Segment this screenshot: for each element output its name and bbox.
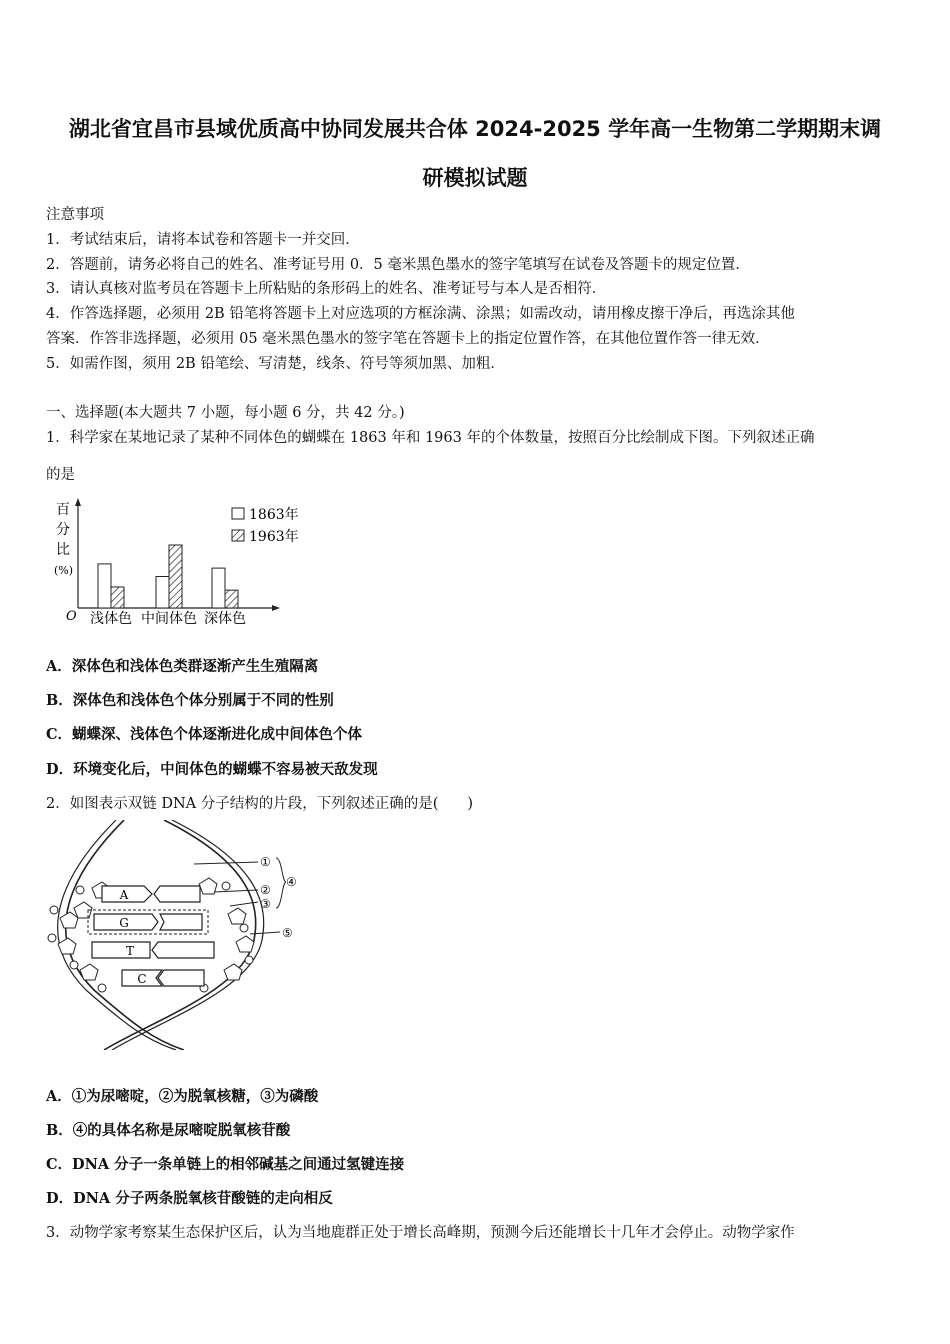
q1-option-b[interactable]: B．深体色和浅体色个体分别属于不同的性别	[46, 692, 334, 709]
q1-option-d[interactable]: D．环境变化后，中间体色的蝴蝶不容易被天敌发现	[46, 761, 378, 778]
y-axis-arrow	[75, 498, 81, 506]
bar-1863-0	[98, 564, 111, 608]
base-label-c: C	[137, 972, 147, 986]
q2-option-a[interactable]: A．①为尿嘧啶，②为脱氧核糖，③为磷酸	[46, 1088, 319, 1105]
base-pair-g	[94, 914, 202, 930]
legend-label-1: 1963年	[249, 529, 299, 545]
label-1: ①	[260, 855, 271, 869]
q3-stem-line1: 3．动物学家考察某生态保护区后，认为当地鹿群正处于增长高峰期，预测今后还能增长十几年才会停止。动物学家作	[46, 1225, 795, 1241]
bar-1863-2	[212, 568, 225, 608]
bar-1963-0	[111, 587, 124, 608]
base-label-a: A	[119, 888, 129, 902]
q1-stem-line2: 的是	[46, 467, 75, 483]
origin-label: O	[66, 609, 77, 624]
section-1-heading: 一、选择题(本大题共 7 小题，每小题 6 分，共 42 分。)	[46, 405, 405, 421]
notice-item-3: 3．请认真核对监考员在答题卡上所粘贴的条形码上的姓名、准考证号与本人是否相符．	[46, 281, 607, 297]
x-tick-label: 深体色	[204, 611, 246, 627]
label-4: ④	[286, 875, 297, 889]
base-pair-t	[92, 942, 214, 958]
exam-title-line2: 研模拟试题	[422, 166, 528, 190]
x-axis-arrow	[272, 605, 280, 611]
bar-1963-2	[225, 590, 238, 608]
q2-option-b[interactable]: B．④的具体名称是尿嘧啶脱氧核苷酸	[46, 1122, 291, 1139]
notice-item-5: 5．如需作图，须用 2B 铅笔绘、写清楚，线条、符号等须加黑、加粗．	[46, 356, 505, 372]
notice-item-4-cont: 答案．作答非选择题，必须用 05 毫米黑色墨水的签字笔在答题卡上的指定位置作答，在其他位置作答一律无效．	[46, 331, 770, 347]
dna-strand-left-inner	[58, 820, 176, 1050]
notice-item-2: 2．答题前，请务必将自己的姓名、准考证号用 0．5 毫米黑色墨水的签字笔填写在试卷及答题卡的规定位置．	[46, 257, 750, 273]
y-axis-label-char: 比	[56, 542, 70, 558]
x-tick-label: 浅体色	[90, 611, 132, 627]
q2-dna-diagram	[44, 820, 314, 1050]
label-4-brace	[276, 858, 286, 908]
q1-stem-line1: 1．科学家在某地记录了某种不同体色的蝴蝶在 1863 年和 1963 年的个体数量，按照百分比绘制成下图。下列叙述正确	[46, 430, 815, 446]
notice-item-1: 1．考试结束后，请将本试卷和答题卡一并交回．	[46, 232, 360, 248]
legend-swatch-1	[232, 530, 244, 541]
base-label-g: G	[119, 916, 129, 930]
bar-1963-1	[169, 545, 182, 608]
q2-option-d[interactable]: D．DNA 分子两条脱氧核苷酸链的走向相反	[46, 1190, 333, 1207]
q1-option-a[interactable]: A．深体色和浅体色类群逐渐产生生殖隔离	[46, 658, 319, 675]
q2-stem: 2．如图表示双链 DNA 分子结构的片段，下列叙述正确的是( )	[46, 796, 474, 812]
dna-strand-right-inner	[112, 820, 264, 1050]
y-axis-label-char: 分	[56, 522, 70, 538]
bar-1863-1	[156, 577, 169, 609]
base-pair-a	[102, 886, 200, 902]
legend-label-0: 1863年	[249, 507, 299, 523]
q2-option-c[interactable]: C．DNA 分子一条单链上的相邻碱基之间通过氢键连接	[46, 1156, 405, 1173]
notice-item-4: 4．作答选择题，必须用 2B 铅笔将答题卡上对应选项的方框涂满、涂黑；如需改动，请用橡皮擦干净后，再选涂其他	[46, 306, 795, 322]
base-label-t: T	[125, 944, 135, 958]
label-5: ⑤	[282, 926, 293, 940]
legend-swatch-0	[232, 508, 244, 519]
y-axis-label-char: (%)	[54, 564, 74, 577]
label-3: ③	[260, 897, 271, 911]
exam-title-line1: 湖北省宜昌市县域优质高中协同发展共合体 2024-2025 学年高一生物第二学期期末调	[68, 117, 882, 141]
x-tick-label: 中间体色	[141, 611, 197, 627]
q1-bar-chart	[46, 490, 316, 635]
y-axis-label-char: 百	[56, 502, 70, 518]
dna-strand-left	[66, 820, 184, 1050]
q1-option-c[interactable]: C．蝴蝶深、浅体色个体逐渐进化成中间体色个体	[46, 726, 363, 743]
base-pair-c	[122, 970, 204, 986]
notice-heading: 注意事项	[46, 207, 104, 223]
label-2: ②	[260, 883, 271, 897]
dna-strand-right	[104, 820, 256, 1050]
